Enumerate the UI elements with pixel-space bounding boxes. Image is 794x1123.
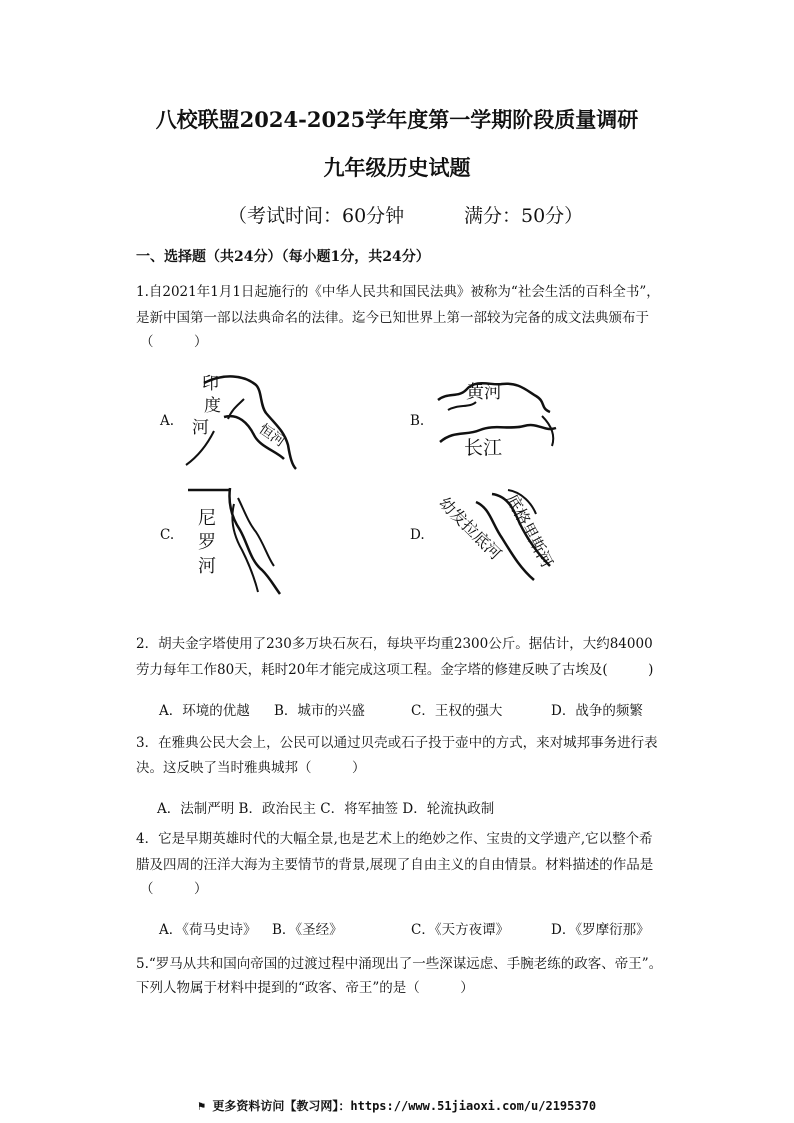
q4-option-a: A．《荷马史诗》 xyxy=(159,922,257,938)
exam-title: 八校联盟2024-2025学年度第一学期阶段质量调研 xyxy=(155,107,639,132)
q1-line2: 是新中国第一部以法典命名的法律。迄今已知世界上第一部较为完备的成文法典颁布于 xyxy=(136,310,649,326)
q1-option-d-letter: D. xyxy=(410,527,425,543)
map-b-label-1: 黄河 xyxy=(466,382,502,403)
q4-line2: 腊及四周的汪洋大海为主要情节的背景,展现了自由主义的自由情景。材料描述的作品是 xyxy=(136,857,654,873)
map-a-label-1: 印 xyxy=(202,374,219,394)
q5-line2: 下列人物属于材料中提到的“政客、帝王”的是（ ） xyxy=(136,980,474,996)
q2-option-c: C．王权的强大 xyxy=(411,703,503,719)
q4-option-c: C．《天方夜谭》 xyxy=(411,922,510,938)
indus-ganges-map xyxy=(184,365,314,475)
q1-option-c-letter: C. xyxy=(160,527,175,543)
section-heading: 一、选择题（共24分）（每小题1分，共24分） xyxy=(136,249,430,265)
full-score: 满分：50分） xyxy=(464,205,584,227)
q2-line2: 劳力每年工作80天，耗时20年才能完成这项工程。金字塔的修建反映了古埃及( ) xyxy=(136,662,654,678)
nile-map xyxy=(184,484,294,596)
q1-option-b-letter: B. xyxy=(410,413,425,429)
yellow-yangtze-map xyxy=(432,368,572,468)
q2-option-a: A．环境的优越 xyxy=(159,703,250,719)
exam-time: （考试时间：60分钟 xyxy=(228,205,405,227)
q2-line1: 2．胡夫金字塔使用了230多万块石灰石，每块平均重2300公斤。据估计，大约84000 xyxy=(136,636,653,652)
q3-options: A．法制严明 B．政治民主 C．将军抽签 D．轮流执政制 xyxy=(157,801,495,817)
q4-line1: 4．它是早期英雄时代的大幅全景,也是艺术上的绝妙之作、宝贵的文学遗产,它以整个希 xyxy=(136,831,653,847)
q5-line1: 5.“罗马从共和国向帝国的过渡过程中涌现出了一些深谋远虑、手腕老练的政客、帝王”。 xyxy=(136,956,663,972)
map-c-label-2: 罗 xyxy=(198,532,216,553)
footer xyxy=(0,1097,794,1114)
q1-option-a-letter: A. xyxy=(160,413,175,429)
q4-option-d: D．《罗摩衍那》 xyxy=(551,922,650,938)
map-d-label-2: 底格里斯河 xyxy=(502,490,557,571)
map-b-label-2: 长江 xyxy=(464,437,503,459)
q1-line1: 1.自2021年1月1日起施行的《中华人民共和国民法典》被称为“社会生活的百科全书”， xyxy=(136,284,660,300)
exam-subtitle: 九年级历史试题 xyxy=(323,155,471,180)
q4-line3: （ ） xyxy=(140,881,208,897)
flag-icon: ⚑ xyxy=(197,1099,206,1113)
q3-line1: 3．在雅典公民大会上，公民可以通过贝壳或石子投于壶中的方式，来对城邦事务进行表 xyxy=(136,735,658,751)
map-d-label-1: 幼发拉底河 xyxy=(435,493,506,564)
map-a-label-3: 河 xyxy=(192,418,209,438)
q4-option-b: B．《圣经》 xyxy=(272,922,343,938)
q1-line3: （ ） xyxy=(140,334,208,350)
q2-option-d: D．战争的频繁 xyxy=(551,703,643,719)
mesopotamia-map xyxy=(432,484,582,596)
map-a-label-2: 度 xyxy=(204,396,221,416)
footer-link[interactable]: 更多资料访问【教习网】：https://www.51jiaoxi.com/u/2195370 xyxy=(212,1099,597,1113)
q2-option-b: B．城市的兴盛 xyxy=(274,703,365,719)
map-c-label-1: 尼 xyxy=(198,508,216,529)
map-a-label-4: 恒河 xyxy=(255,421,288,451)
q3-line2: 决。这反映了当时雅典城邦（ ） xyxy=(136,760,366,776)
map-c-label-3: 河 xyxy=(198,556,216,577)
